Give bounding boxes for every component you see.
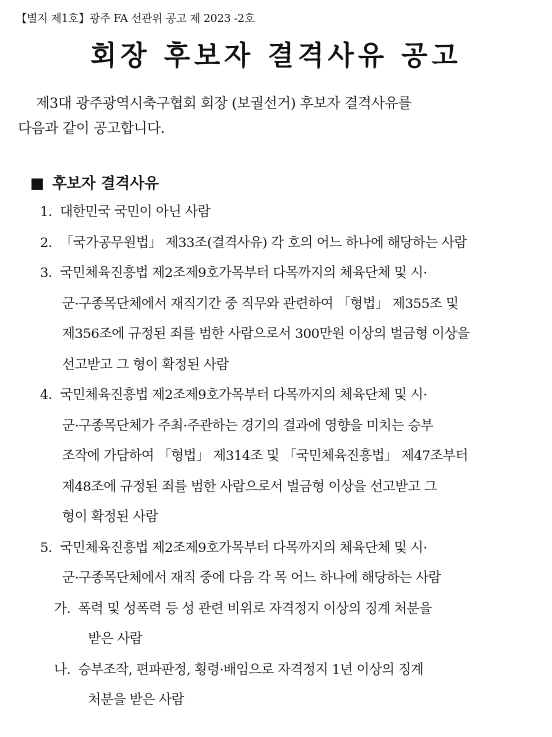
item-number: 2. (40, 235, 53, 251)
item-number: 4. (40, 388, 53, 403)
list-item (30, 259, 542, 381)
item-line: 군·구종목단체에서 재직기간 중 직무와 관련하여 「형법」 제355조 및 (62, 296, 459, 312)
sub-item-number: 나. (54, 662, 71, 678)
sub-list-item (30, 595, 542, 656)
list-item (30, 198, 542, 229)
item-number: 1. (40, 205, 53, 220)
sub-item-line: 승부조작, 편파판정, 횡령·배임으로 자격정지 1년 이상의 징계 (78, 662, 424, 678)
sub-item-number: 가. (54, 601, 71, 617)
sub-item-line: 처분을 받은 사람 (88, 693, 184, 708)
item-number: 3. (40, 266, 53, 281)
sub-item-line: 받은 사람 (88, 632, 143, 647)
item-line: 국민체육진흥법 제2조제9호가목부터 다목까지의 체육단체 및 시· (60, 388, 427, 403)
item-line: 「국가공무원법」 제33조(결격사유) 각 호의 어느 하나에 해당하는 사람 (60, 235, 467, 251)
item-line: 군·구종목단체에서 재직 중에 다음 각 목 어느 하나에 해당하는 사람 (62, 571, 441, 586)
list-item (30, 381, 542, 534)
sub-item-line: 폭력 및 성폭력 등 성 관련 비위로 자격정지 이상의 징계 처분을 (78, 601, 432, 617)
section-heading-text: 후보자 결격사유 (52, 174, 159, 192)
item-line: 군·구종목단체가 주최·주관하는 경기의 결과에 영향을 미치는 승부 (62, 418, 434, 434)
intro-line: 다음과 같이 공고합니다. (18, 121, 165, 137)
item-line: 선고받고 그 형이 확정된 사람 (62, 357, 229, 373)
sub-list-item (30, 656, 542, 717)
list-item (30, 229, 542, 260)
item-line: 제48조에 규정된 죄를 범한 사람으로서 벌금형 이상을 선고받고 그 (62, 479, 437, 495)
intro-line: 제3대 광주광역시축구협회 회장 (보궐선거) 후보자 결격사유를 (36, 96, 412, 112)
item-line: 형이 확정된 사람 (62, 510, 158, 525)
square-bullet-icon: ■ (30, 174, 45, 192)
item-number: 5. (40, 540, 53, 556)
document-header: 【별지 제1호】광주 FA 선관위 공고 제 2023 -2호 (16, 12, 255, 25)
item-line: 국민체육진흥법 제2조제9호가목부터 다목까지의 체육단체 및 시· (60, 540, 427, 556)
item-line: 국민체육진흥법 제2조제9호가목부터 다목까지의 체육단체 및 시· (60, 266, 427, 281)
page-title: 회장 후보자 결격사유 공고 (90, 41, 462, 72)
disqualification-list (30, 198, 542, 717)
item-line: 대한민국 국민이 아닌 사람 (60, 205, 211, 220)
item-line: 제356조에 규정된 죄를 범한 사람으로서 300만원 이상의 벌금형 이상을 (62, 327, 470, 342)
section-heading (30, 172, 159, 193)
intro-paragraph (18, 92, 538, 142)
list-item (30, 534, 542, 717)
item-line: 조작에 가담하여 「형법」 제314조 및 「국민체육진흥법」 제47조부터 (62, 449, 468, 464)
